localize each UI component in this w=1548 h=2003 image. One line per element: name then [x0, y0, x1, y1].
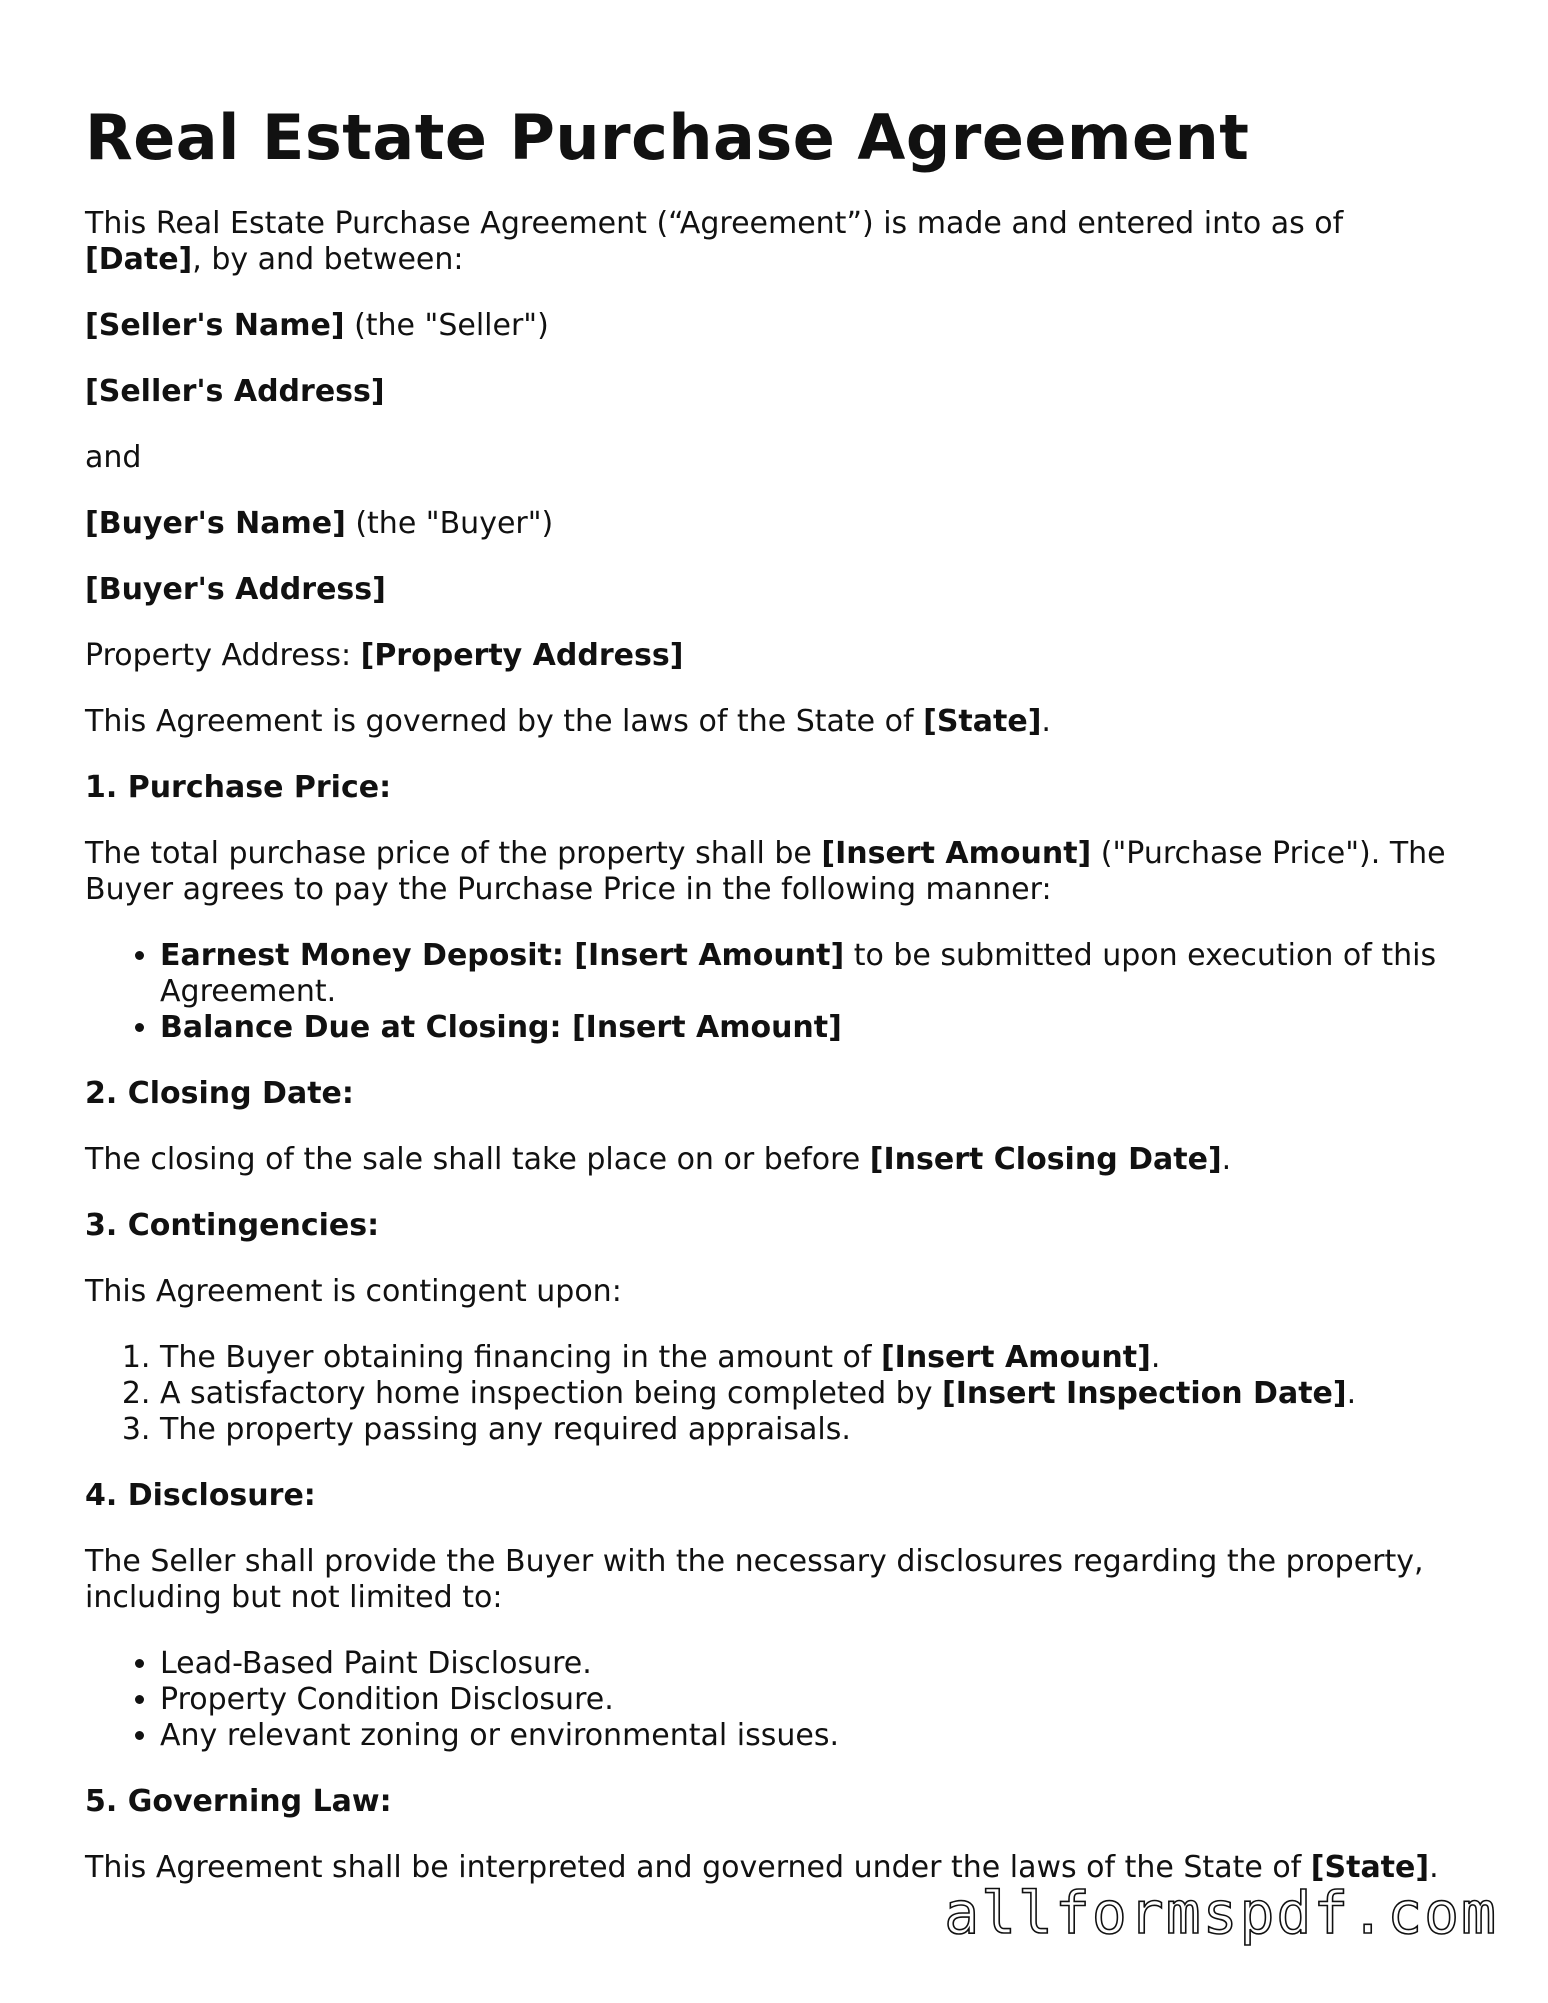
payment-item-text: to be submitted upon execution of this Agreement. [160, 938, 1437, 1009]
section-heading-contingencies [85, 1208, 1485, 1244]
agreement-date: [Date] [85, 242, 193, 277]
contingency-tail: . [1346, 1376, 1357, 1411]
property-address-line [85, 638, 1485, 674]
list-item [160, 1340, 1485, 1376]
purchase-price-text1: The total purchase price of the property shall be [85, 836, 822, 871]
closing-date-tail: . [1221, 1142, 1232, 1177]
payment-item-label: Earnest Money Deposit: [Insert Amount] [160, 938, 845, 973]
document-title: Real Estate Purchase Agreement [85, 101, 1250, 174]
intro-paragraph [85, 206, 1485, 278]
payment-item-label: Balance Due at Closing: [Insert Amount] [160, 1010, 842, 1045]
seller-address: [Seller's Address] [85, 374, 385, 409]
list-item: • Lead-Based Paint Disclosure. [160, 1646, 1485, 1682]
governing-law-tail: . [1429, 1850, 1439, 1885]
disclosure-intro: The Seller shall provide the Buyer with the necessary disclosures regarding the property, including but not limited to: [85, 1544, 1424, 1615]
governing-intro-text: This Agreement is governed by the laws of the State of [85, 704, 924, 739]
contingencies-intro: This Agreement is contingent upon: [85, 1274, 622, 1309]
contingency-text: The property passing any required appraisals. [160, 1412, 851, 1447]
buyer-name: [Buyer's Name] [85, 506, 346, 541]
purchase-price-paragraph [85, 836, 1485, 908]
closing-date-heading-text: 2. Closing Date: [85, 1076, 354, 1111]
disclosure-heading-text: 4. Disclosure: [85, 1478, 316, 1513]
contingencies-heading-text: 3. Contingencies: [85, 1208, 380, 1243]
purchase-price-heading-text: 1. Purchase Price: [85, 770, 392, 805]
property-address-label: Property Address: [85, 638, 361, 673]
closing-date-text: The closing of the sale shall take place on or before [85, 1142, 870, 1177]
section-heading-closing-date [85, 1076, 1485, 1112]
list-item: • Property Condition Disclosure. [160, 1682, 1485, 1718]
seller-name: [Seller's Name] [85, 308, 345, 343]
section-heading-purchase-price [85, 770, 1485, 806]
contingency-bold: [Insert Inspection Date] [942, 1376, 1347, 1411]
intro-tail: , by and between: [192, 242, 464, 277]
buyer-address-line [85, 572, 1485, 608]
and-line: and [85, 440, 142, 475]
payment-list [85, 938, 1485, 1046]
list-item [160, 1412, 1485, 1448]
governing-law-heading-text: 5. Governing Law: [85, 1784, 392, 1819]
governing-law-state: [State] [1310, 1850, 1430, 1885]
watermark-text: allformspdf.com [944, 1879, 1498, 1947]
seller-name-suffix: (the "Seller") [344, 308, 549, 343]
list-item [160, 1376, 1485, 1412]
governing-intro-state: [State] [923, 704, 1042, 739]
governing-intro-line [85, 704, 1485, 740]
purchase-price-amount: [Insert Amount] [821, 836, 1092, 871]
governing-law-text: This Agreement shall be interpreted and governed under the laws of the State of [85, 1850, 1311, 1885]
closing-date-paragraph [85, 1142, 1485, 1178]
contingencies-list [85, 1340, 1485, 1448]
buyer-address: [Buyer's Address] [85, 572, 386, 607]
contingency-bold: [Insert Amount] [880, 1340, 1151, 1375]
contingency-tail: . [1150, 1340, 1161, 1375]
contingency-text: The Buyer obtaining financing in the amount of [160, 1340, 881, 1375]
document-page [85, 100, 1485, 1916]
intro-text: This Real Estate Purchase Agreement (“Agreement”) is made and entered into as of [85, 206, 1344, 241]
governing-intro-tail: . [1041, 704, 1051, 739]
section-heading-governing-law [85, 1784, 1485, 1820]
section-heading-disclosure [85, 1478, 1485, 1514]
disclosure-list [85, 1646, 1485, 1754]
closing-date-value: [Insert Closing Date] [869, 1142, 1222, 1177]
contingency-text: A satisfactory home inspection being completed by [160, 1376, 943, 1411]
list-item [160, 1010, 1485, 1046]
seller-address-line [85, 374, 1485, 410]
buyer-name-suffix: (the "Buyer") [345, 506, 554, 541]
list-item [160, 938, 1485, 1010]
property-address: [Property Address] [360, 638, 684, 673]
purchase-price-text2: ("Purchase Price"). The Buyer agrees to pay the Purchase Price in the following manner: [85, 836, 1446, 907]
list-item: • Any relevant zoning or environmental issues. [160, 1718, 1485, 1754]
buyer-name-line [85, 506, 1485, 542]
seller-name-line [85, 308, 1485, 344]
